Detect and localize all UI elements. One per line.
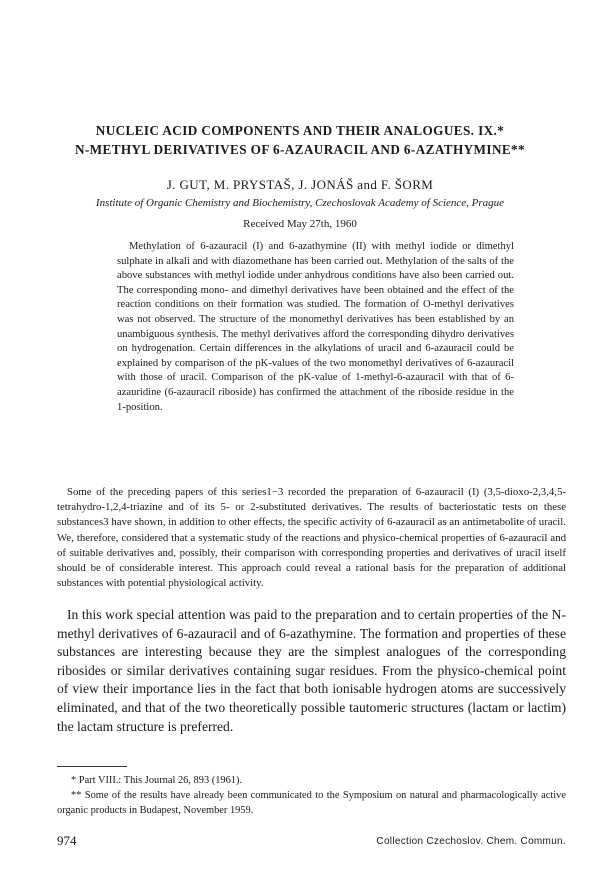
body-paragraph-2: In this work special attention was paid to the preparation and to certain properties of the N-methyl derivatives of 6-azauracil and of 6-azathymine. The formation and properties of these substances are interesting because they are the simplest analogues of the corresponding ribosides or similar derivatives containing sugar residues. From the physico-chemical point of view their importance lies in the fact that both ionisable hydrogen atoms are successively eliminated, and that of the two theoretically possible tautomeric structures (lactam or lactim) the lactam structure is preferred.: [57, 607, 566, 734]
footnote-2: ** Some of the results have already been communicated to the Symposium on natural and pharmacologically active organic products in Budapest, November 1959.: [57, 790, 566, 816]
abstract: Methylation of 6-azauracil (I) and 6-azathymine (II) with methyl iodide or dimethyl sulphate in alkali and with diazomethane has been carried out. Methylation of the salts of the above substances with methyl iodide under anhydrous conditions have also been carried out. The corresponding mono- and dimethyl derivatives have been obtained and the effect of the reaction conditions on their formation was studied. The formation of O-methyl derivatives was not observed. The structure of the monomethyl derivatives has been established by an unambiguous synthesis. The methyl derivatives afford the corresponding dihydro derivatives on hydrogenation. Certain differences in the alkylations of uracil and 6-azauracil could be explained by comparison of the pK-values of the two monomethyl derivatives of 6-azauracil with those of uracil. Comparison of the pK-value of 1-methyl-6-azauracil with that of 6-azauridine (6-azauracil riboside) has confirmed the attachment of the riboside residue in the 1-position.: [117, 241, 514, 413]
journal-running-head: Collection Czechoslov. Chem. Commun.: [376, 836, 566, 847]
received-date: Received May 27th, 1960: [243, 218, 357, 230]
affiliation: Institute of Organic Chemistry and Biochemistry, Czechoslovak Academy of Science, Prague: [95, 197, 505, 209]
article-title-line-2: N-METHYL DERIVATIVES OF 6-AZAURACIL AND 6-AZATHYMINE**: [74, 142, 526, 157]
body-paragraph-1: Some of the preceding papers of this series1−3 recorded the preparation of 6-azauracil (I) (3,5-dioxo-2,3,4,5-tetrahydro-1,2,4-triazine and of its 5- or 2-substituted derivatives. The results of bacteriostatic tests on these substances3 have shown, in addition to other effects, the specific activity of 6-azauracil as an antimetabolite of uracil. We, therefore, considered that a systematic study of the reactions and physico-chemical properties of 6-azauracil and of suitable derivatives and, possibly, their comparison with corresponding properties and derivatives of uracil itself should be of considerable interest. This approach could reveal a rational basis for the preparation of additional substances with potential physiological activity.: [57, 486, 566, 590]
author-list: J. GUT, M. PRYSTAŠ, J. JONÁŠ and F. ŠORM: [166, 177, 434, 192]
article-title-line-1: NUCLEIC ACID COMPONENTS AND THEIR ANALOGUES. IX.*: [95, 123, 505, 138]
footnote-1: * Part VIII.: This Journal 26, 893 (1961).: [71, 775, 243, 786]
footnote-divider: [57, 766, 127, 767]
page-number: 974: [57, 833, 77, 848]
